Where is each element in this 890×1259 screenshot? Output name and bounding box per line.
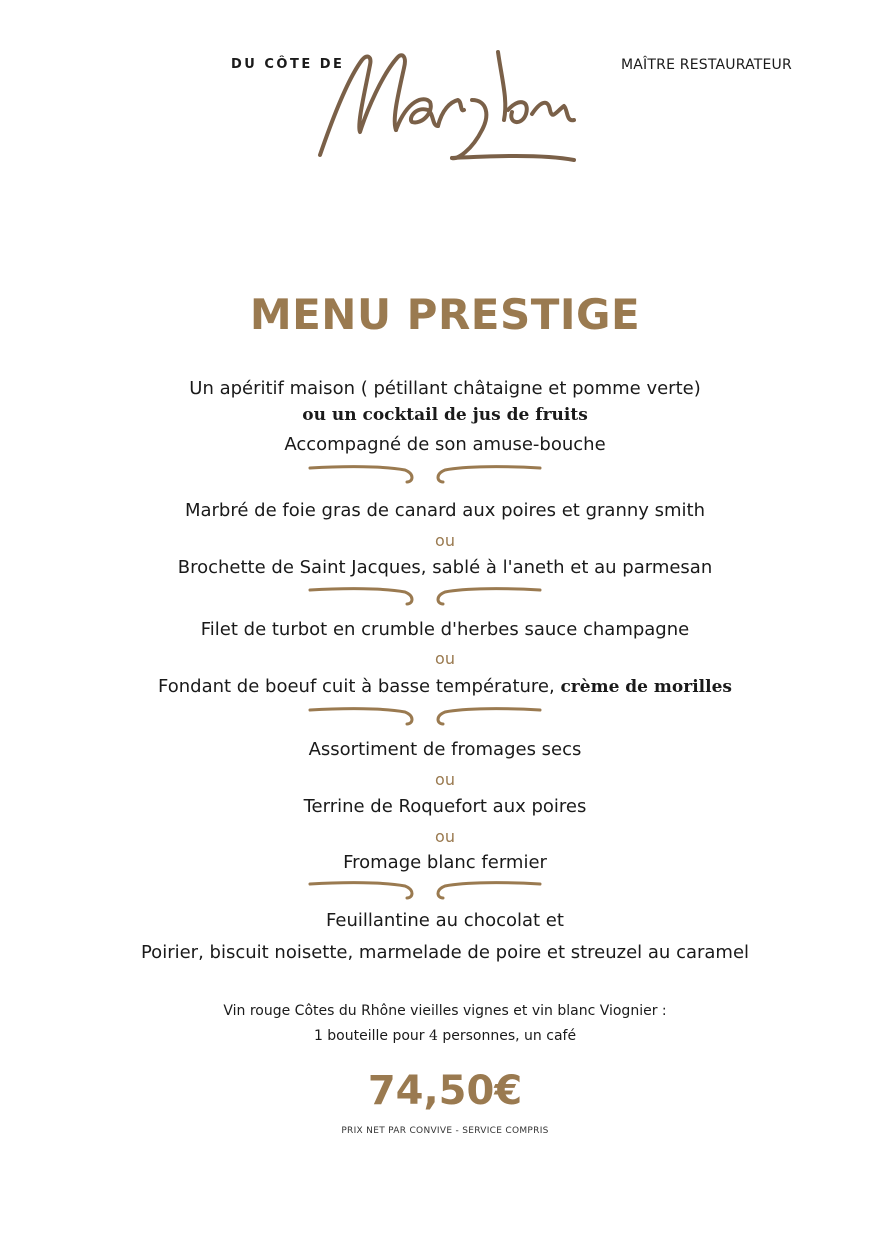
dessert-line-1: Feuillantine au chocolat et xyxy=(326,910,564,931)
plat-option-1: Filet de turbot en crumble d'herbes sauce champagne xyxy=(200,619,690,640)
entree-option-1: Marbré de foie gras de canard aux poires et granny smith xyxy=(184,500,706,521)
menu-title: MENU PRESTIGE xyxy=(249,290,641,339)
aperitif-line-3: Accompagné de son amuse-bouche xyxy=(284,434,606,455)
dessert-line-2: Poirier, biscuit noisette, marmelade de poire et streuzel au caramel xyxy=(140,942,750,963)
drinks-line-2-number: 4 xyxy=(429,1028,438,1044)
drinks-line-2-prefix: 1 bouteille pour xyxy=(313,1028,425,1044)
ornament-divider xyxy=(305,876,545,906)
ornament-divider xyxy=(305,702,545,732)
aperitif-line-2: ou un cocktail de jus de fruits xyxy=(302,405,588,425)
ornament-divider xyxy=(305,582,545,612)
plat-option-2-sauce: crème de morilles xyxy=(560,677,732,697)
marjon-script-logo xyxy=(312,40,582,170)
aperitif-line-1: Un apéritif maison ( pétillant châtaigne et pomme verte) xyxy=(189,378,701,399)
fromage-option-1: Assortiment de fromages secs xyxy=(308,739,582,760)
entree-or: ou xyxy=(435,531,455,550)
drinks-line-2-suffix: personnes, un café xyxy=(442,1028,577,1044)
price-note: PRIX NET PAR CONVIVE - SERVICE COMPRIS xyxy=(341,1126,549,1136)
fromage-option-2: Terrine de Roquefort aux poires xyxy=(303,796,587,817)
entree-option-2: Brochette de Saint Jacques, sablé à l'aneth et au parmesan xyxy=(177,557,713,578)
fromage-option-3: Fromage blanc fermier xyxy=(343,852,547,873)
fromage-or-1: ou xyxy=(435,770,455,789)
plat-or: ou xyxy=(435,649,455,668)
drinks-line-1: Vin rouge Côtes du Rhône vieilles vignes et vin blanc Viognier : xyxy=(223,1003,667,1019)
price: 74,50€ xyxy=(367,1068,523,1114)
ornament-divider xyxy=(305,460,545,490)
brand-prefix: DU CÔTE DE xyxy=(231,57,345,72)
plat-option-2-main: Fondant de boeuf cuit à basse température, xyxy=(158,676,555,697)
tagline: MAÎTRE RESTAURATEUR xyxy=(621,57,792,73)
plat-option-2 xyxy=(0,676,890,697)
drinks-line-2 xyxy=(0,1028,890,1044)
fromage-or-2: ou xyxy=(435,827,455,846)
